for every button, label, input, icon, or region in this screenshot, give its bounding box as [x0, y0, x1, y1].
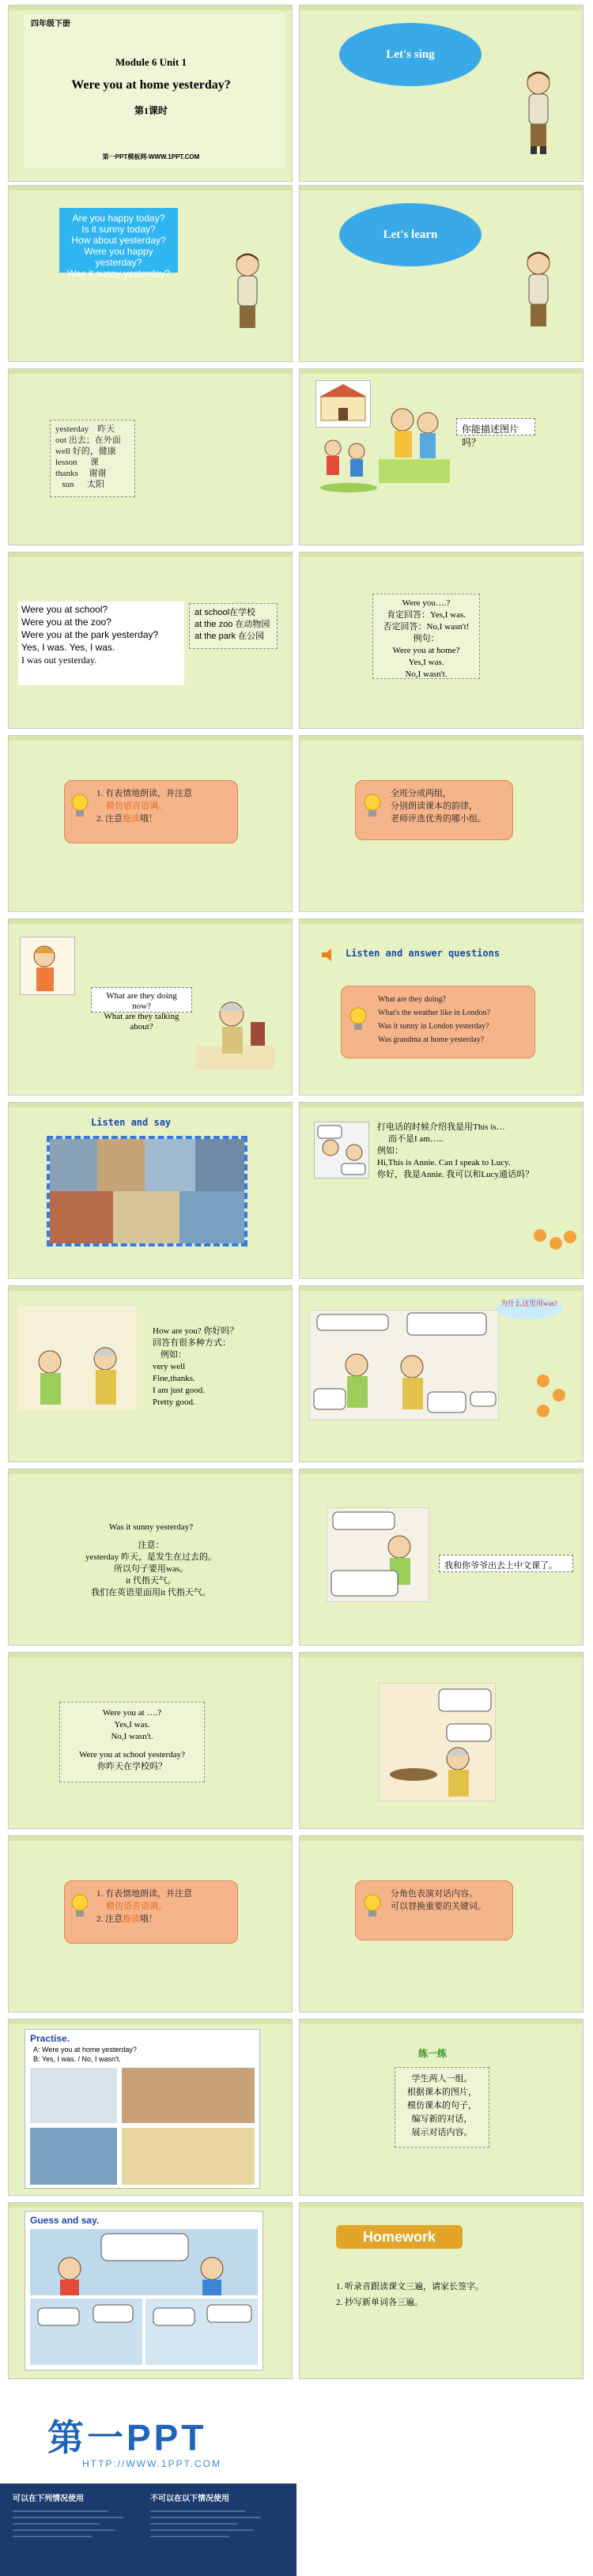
- tip-line: 例如：: [377, 1146, 403, 1156]
- tip-text: 分别朗读课本的韵律，: [391, 801, 478, 811]
- answer-line: 肯定回答：Yes,I was.: [386, 610, 466, 620]
- slide-13: [8, 1102, 293, 1279]
- module-label: Module 6 Unit 1: [115, 56, 187, 68]
- question-box: [91, 987, 192, 1032]
- slide-10: [299, 735, 584, 912]
- task-line: 模仿课本的句子，: [407, 2101, 477, 2110]
- cloud-banner: [339, 203, 482, 266]
- teacher-illustration: [515, 249, 562, 336]
- note-line: 我们在英语里面用it 代指天气。: [91, 1588, 211, 1597]
- answer-line: Were you….?: [402, 598, 451, 608]
- footer: [0, 2390, 593, 2576]
- lesson-label: 第1课时: [134, 105, 168, 116]
- flower-icon: [534, 1229, 546, 1242]
- teacher-illustration: [515, 69, 562, 156]
- slide-14: [299, 1102, 584, 1279]
- footer-col1-lines: [13, 2506, 131, 2569]
- tip-highlight: 模仿语音语调。: [106, 801, 167, 811]
- slide-25: [8, 2202, 293, 2379]
- cloud-text: Let's learn: [383, 228, 438, 241]
- footer-url[interactable]: HTTP://WWW.1PPT.COM: [82, 2458, 221, 2469]
- tip-text: 2. 注意: [96, 1914, 123, 1924]
- question-line: Were you at school?: [21, 604, 108, 615]
- question-line: Yes, I was. Yes, I was.: [21, 642, 115, 653]
- slide-21: [8, 1835, 293, 2012]
- slide-23: [8, 2019, 293, 2196]
- tip-line: Hi,This is Annie. Can I speak to Lucy.: [377, 1158, 511, 1167]
- tip-box: [64, 1880, 238, 1944]
- grade-tag: 四年级下册: [31, 20, 70, 28]
- slide-19: [8, 1652, 293, 1829]
- note-line: yesterday 昨天，是发生在过去的。: [85, 1552, 217, 1562]
- slide-6-pictures: [299, 368, 584, 545]
- vocab-row: sun 太阳: [62, 480, 105, 489]
- london-weather-illustration: [309, 1310, 499, 1420]
- tip-line: 打电话的时候介绍我是用This is…: [377, 1122, 505, 1132]
- page-title: Were you at home yesterday?: [71, 78, 231, 92]
- tip-box: [355, 780, 513, 840]
- question-line: What's the weather like in London?: [378, 1009, 491, 1017]
- guess-comic: [30, 2229, 258, 2365]
- tip-text: 1. 有表情地朗读，并注意: [96, 789, 192, 798]
- question-line: What are they doing?: [378, 995, 446, 1004]
- answer-line: Were you at home?: [392, 646, 460, 655]
- homework-banner: Homework: [336, 2225, 463, 2249]
- section-heading: Listen and say: [91, 1117, 172, 1128]
- slide-1: [8, 5, 293, 182]
- note-line: 所以句子要用was。: [113, 1564, 189, 1574]
- question-bubble: [59, 208, 178, 279]
- answer-line: 例句：: [413, 634, 440, 643]
- vocab-row: thanks 谢谢: [55, 469, 107, 478]
- slide-18: [299, 1469, 584, 1646]
- lightbulb-icon: [68, 792, 92, 820]
- place-line: at the zoo 在动物园: [195, 620, 270, 629]
- answer-line: 否定回答：No,I wasn't!: [383, 622, 470, 632]
- place-box: [189, 603, 278, 649]
- translation-box: 我和你爷爷出去上中文课了。: [439, 1555, 573, 1572]
- tip-highlight: 拖读: [123, 1914, 140, 1924]
- tip-highlight: 拖读: [123, 814, 140, 824]
- vocab-row: out 出去；在外面: [55, 436, 121, 445]
- tip-text: 2. 注意: [96, 814, 123, 824]
- why-bubble: 为什么这里用was?: [496, 1297, 562, 1319]
- slide-26: [299, 2202, 584, 2379]
- homework-item: 2. 抄写新单词各三遍。: [336, 2298, 423, 2307]
- pattern-line: 你昨天在学校吗？: [97, 1762, 167, 1771]
- task-line: 根据课本的图片，: [407, 2088, 477, 2097]
- tip-box: [64, 780, 238, 843]
- answer-line: Pretty good.: [153, 1397, 195, 1407]
- lightbulb-icon: [361, 1892, 384, 1921]
- tip-text: 哦！: [140, 1914, 157, 1924]
- task-box: [395, 2067, 489, 2148]
- slide-2: [299, 5, 584, 182]
- task-line: 编写新的对话，: [411, 2114, 473, 2124]
- tip-line: 而不是I am…..: [388, 1134, 444, 1144]
- place-line: at the park 在公园: [195, 632, 265, 641]
- slide-5: [8, 368, 293, 545]
- school-picture: [315, 380, 371, 428]
- question-line: I was out yesterday.: [21, 654, 97, 666]
- kids-illustration: [317, 432, 380, 496]
- note-line: Was it sunny yesterday?: [108, 1522, 194, 1532]
- tip-text: 全班分成两组，: [391, 789, 451, 798]
- tip-text: 哦！: [140, 814, 157, 824]
- bubble-line: Is it sunny today?: [81, 224, 156, 235]
- brand-text: 第一PPT模板网-WWW.1PPT.COM: [102, 153, 200, 160]
- guess-title: Guess and say.: [30, 2215, 100, 2226]
- answer-line: Fine,thanks.: [153, 1374, 195, 1383]
- note-line: it 代指天气。: [126, 1576, 176, 1586]
- pattern-line: Were you at school yesterday?: [78, 1750, 186, 1759]
- photo-collage: [47, 1136, 247, 1247]
- bubble-line: Were you happy yesterday?: [84, 246, 153, 268]
- lightbulb-icon: [361, 792, 384, 820]
- cloud-banner: [339, 23, 482, 86]
- footer-info-bar: [0, 2484, 296, 2576]
- vocab-box: [50, 420, 135, 497]
- practise-pictures: [30, 2068, 255, 2185]
- flower-icon: [553, 1389, 565, 1401]
- answer-line: very well: [153, 1362, 186, 1371]
- task-line: 学生两人一组。: [411, 2074, 473, 2084]
- girl-phone-picture: [20, 937, 75, 995]
- speaker-icon: [320, 948, 336, 962]
- footer-col1-title: 可以在下列情况使用: [13, 2495, 84, 2503]
- teacher-illustration: [224, 251, 271, 338]
- practise-question: A: Were you at home yesterday?: [33, 2046, 137, 2054]
- task-line: 展示对话内容。: [411, 2128, 473, 2137]
- tip-text-block: [377, 1122, 535, 1181]
- question-line: Was it sunny in London yesterday?: [378, 1022, 489, 1031]
- vocab-row: lesson 课: [55, 458, 99, 467]
- slide-9: [8, 735, 293, 912]
- question-line: Were you at the park yesterday?: [21, 629, 159, 640]
- question-box: [341, 986, 535, 1058]
- answer-line: 例如：: [161, 1350, 187, 1360]
- footer-col2-lines: [150, 2506, 269, 2569]
- footer-col2-title: 不可以在以下情况使用: [150, 2495, 229, 2503]
- note-line: 注意：: [138, 1541, 164, 1550]
- tip-text: 可以替换重要的关键词。: [391, 1902, 486, 1911]
- question-line: What are they talking about?: [104, 1012, 179, 1032]
- slide-15: [8, 1285, 293, 1462]
- lightbulb-icon: [346, 1005, 370, 1034]
- slide-7: [8, 552, 293, 729]
- flower-icon: [564, 1231, 576, 1243]
- slide-4: [299, 185, 584, 362]
- slide-12: [299, 918, 584, 1096]
- tip-text: 老师评选优秀的哪小组。: [391, 814, 486, 824]
- practise-panel: [25, 2029, 260, 2189]
- slide-17: [8, 1469, 293, 1646]
- section-heading: Listen and answer questions: [346, 948, 500, 959]
- question-list: [18, 602, 184, 685]
- answer-line: 回答有很多种方式：: [153, 1338, 231, 1348]
- grandma-illustration: [195, 990, 274, 1069]
- tip-box: [355, 1880, 513, 1940]
- homework-item: 1. 听录音跟读课文三遍，请家长签字。: [336, 2282, 484, 2291]
- pattern-line: No,I wasn't.: [111, 1732, 153, 1741]
- answer-box: [372, 594, 480, 679]
- bubble-line: Was it sunny yesterday?: [66, 268, 171, 279]
- note-block: [32, 1522, 270, 1599]
- tip-text: 1. 有表情地朗读，并注意: [96, 1889, 192, 1899]
- bubble-line: How about yesterday?: [71, 235, 166, 246]
- slide-22: [299, 1835, 584, 2012]
- describe-question: 你能描述图片吗？: [456, 418, 535, 436]
- grandpa-dialogue-illustration: [327, 1507, 429, 1602]
- pattern-box: [59, 1702, 205, 1782]
- footer-logo: 第一PPT: [47, 2417, 207, 2458]
- guess-panel: [25, 2211, 263, 2370]
- pattern-line: Were you at ….?: [102, 1708, 162, 1718]
- flower-icon: [550, 1237, 562, 1250]
- question-line: What are they doing now?: [106, 991, 177, 1011]
- slide-8: [299, 552, 584, 729]
- cloud-text: Let's sing: [386, 47, 435, 61]
- vocab-row: yesterday 昨天: [55, 424, 115, 434]
- practise-title: Practise.: [30, 2033, 70, 2044]
- tip-highlight: 模仿语音语调。: [106, 1902, 167, 1911]
- tip-text: 分角色表演对话内容。: [391, 1889, 478, 1899]
- place-line: at school在学校: [195, 608, 256, 617]
- section-heading: 练一练: [418, 2048, 448, 2059]
- pattern-line: Yes,I was.: [114, 1720, 150, 1729]
- answer-line: No,I wasn't.: [405, 669, 448, 679]
- question-line: Were you at the zoo?: [21, 617, 111, 628]
- homework-list: [336, 2279, 484, 2310]
- grandma-dialogue-illustration: [18, 1307, 137, 1409]
- lightbulb-icon: [68, 1892, 92, 1921]
- phone-call-picture: [314, 1122, 369, 1179]
- bubble-line: Are you happy today?: [72, 213, 165, 224]
- vocab-row: well 好的，健康: [55, 447, 116, 456]
- question-line: Was grandma at home yesterday?: [378, 1035, 485, 1044]
- answer-line: Yes,I was.: [408, 658, 444, 667]
- answer-text-block: [153, 1326, 287, 1409]
- children-picture: [379, 388, 450, 483]
- practise-answer: B: Yes, I was. / No, I wasn't.: [33, 2055, 121, 2063]
- home-dialogue-illustration: [379, 1683, 496, 1801]
- tip-line: 你好，我是Annie. 我可以和Lucy通话吗？: [377, 1170, 534, 1179]
- slide-3: [8, 185, 293, 362]
- slide-11: [8, 918, 293, 1096]
- flower-icon: [537, 1375, 550, 1387]
- slide-16: [299, 1285, 584, 1462]
- slide-20: [299, 1652, 584, 1829]
- answer-line: I am just good.: [153, 1386, 205, 1395]
- flower-icon: [537, 1405, 550, 1417]
- slide-24: [299, 2019, 584, 2196]
- answer-line: How are you? 你好吗？: [153, 1326, 239, 1336]
